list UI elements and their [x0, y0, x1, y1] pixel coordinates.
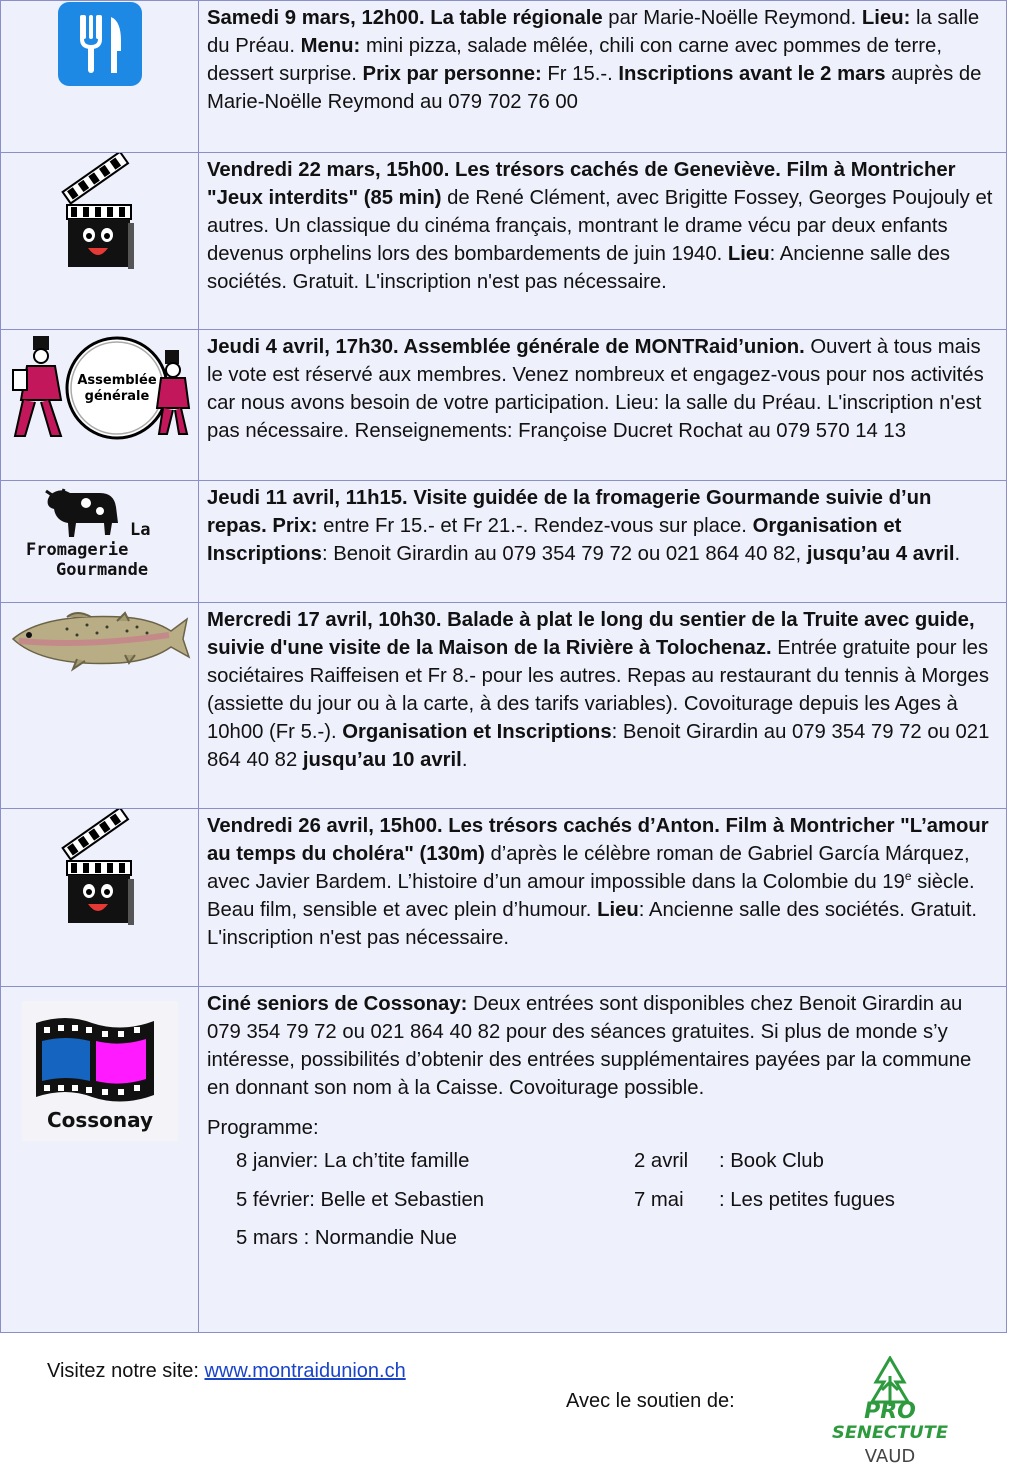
- bold-text: Menu:: [300, 35, 361, 57]
- text-segment: de René Clément, avec Brigitte Fossey, Georges Poujouly et autres. Un classique du cinéma français, montrant le drame vécu par deux enfants devenus orphelins lors des bombardements de juin 1940.: [207, 187, 993, 265]
- bold-text: Inscriptions avant le 2 mars: [618, 63, 886, 85]
- programme-date: 2 avril: [634, 1150, 689, 1172]
- fromagerie-cow-logo: [20, 481, 180, 581]
- text-segment: par Marie-Noëlle Reymond.: [602, 7, 862, 29]
- event-description: [199, 481, 1007, 603]
- bold-text: Samedi 9 mars, 12h00. La table régionale: [207, 7, 603, 29]
- pro-text: PRO: [864, 1399, 916, 1424]
- text-segment: Ouvert à tous mais le vote est réservé aux membres. Venez nombreux et engagez-vous pour nos activités car nous avons besoin de votre participation. Lieu: la salle du Préau. L'inscription n'est pas nécessaire. Renseignements: Françoise Ducret Rochat au 079 570 14 13: [207, 336, 984, 442]
- assemblee-generale-illustration: [5, 330, 195, 448]
- text-segment: : Ancienne salle des sociétés. Gratuit. L'inscription n'est pas nécessaire.: [207, 243, 950, 293]
- assemblee-label-line2: générale: [84, 389, 149, 404]
- bold-text: Vendredi 26 avril, 15h00. Les trésors cachés d’Anton. Film à Montricher "L’amour au temps du choléra" (130m): [207, 815, 989, 865]
- bold-text: Vendredi 22 mars, 15h00. Les trésors cachés de Geneviève. Film à Montricher "Jeux interdits" (85 min): [207, 159, 956, 209]
- fromagerie-gourmande: Gourmande: [55, 560, 148, 580]
- programme-title: : Les petites fugues: [719, 1188, 895, 1211]
- event-icon-cell: [1, 330, 199, 481]
- programme-film: 5 mars : Normandie Nue: [236, 1227, 457, 1249]
- event-description: [199, 809, 1007, 987]
- cossonay-label: Cossonay: [46, 1108, 153, 1132]
- film-clapper-icon: [60, 153, 140, 271]
- text-segment: : Benoit Girardin au 079 354 79 72 ou 021 864 40 82: [207, 721, 990, 771]
- bold-text: Mercredi 17 avril, 10h30. Balade à plat le long du sentier de la Truite avec guide, suivie d'une visite de la Maison de la Rivière à Tolochenaz.: [207, 609, 975, 659]
- assemblee-label-line1: Assemblée: [76, 373, 157, 388]
- event-icon-cell: [1, 1, 199, 153]
- event-description: [199, 330, 1007, 481]
- fromagerie-la: La: [129, 520, 150, 540]
- event-row: [1, 987, 1007, 1333]
- fromagerie-name: Fromagerie: [25, 540, 128, 560]
- event-description: [199, 987, 1007, 1333]
- event-row: [1, 809, 1007, 987]
- bold-text: Organisation et Inscriptions: [207, 515, 902, 565]
- event-description: [199, 153, 1007, 330]
- text-segment: : Benoit Girardin au 079 354 79 72 ou 021 864 40 82,: [321, 543, 807, 565]
- programme-film: 5 février: Belle et Sebastien: [236, 1188, 485, 1211]
- bold-text: Jeudi 4 avril, 17h30. Assemblée générale de MONTRaid’union.: [207, 336, 805, 358]
- vaud-text: VAUD: [864, 1446, 916, 1467]
- programme-date: 7 mai: [634, 1188, 684, 1211]
- text-segment: Entrée gratuite pour les sociétaires Raiffeisen et Fr 8.- pour les autres. Repas au restaurant du tennis à Morges (assiette du jour ou à la carte, à des tarifs variables). Covoiturage depuis les Ages à 10h00 (Fr 5.-).: [207, 637, 989, 743]
- event-row: [1, 481, 1007, 603]
- bold-text: Ciné seniors de Cossonay:: [207, 993, 468, 1015]
- cine-seniors-text: [207, 990, 996, 1102]
- text-segment: e: [904, 869, 912, 884]
- event-row: [1, 330, 1007, 481]
- event-row: [1, 1, 1007, 153]
- site-visit-text: [47, 1360, 406, 1383]
- event-icon-cell: [1, 603, 199, 809]
- bold-text: Lieu:: [861, 7, 911, 29]
- event-description: [199, 603, 1007, 809]
- event-row: [1, 153, 1007, 330]
- bold-text: Lieu: [597, 899, 639, 921]
- text-segment: mini pizza, salade mêlée, chili con carne avec pommes de terre, dessert surprise.: [207, 35, 942, 85]
- trout-fish-illustration: [7, 603, 193, 673]
- programme-film: 8 janvier: La ch’tite famille: [236, 1150, 470, 1172]
- pro-senectute-logo: [828, 1356, 952, 1468]
- event-row: [1, 603, 1007, 809]
- bold-text: Organisation et Inscriptions: [342, 721, 612, 743]
- text-segment: Deux entrées sont disponibles chez Benoit Girardin au 079 354 79 72 ou 021 864 40 82 pour des séances gratuites. Si plus de monde s’y intéresse, possibilités d’obtenir des entrées supplémentaires payées par la commune en donnant son nom à la Caisse. Covoiturage possible.: [207, 993, 972, 1099]
- text-segment: Fr 15.-.: [541, 63, 619, 85]
- senectute-text: SENECTUTE: [832, 1423, 949, 1443]
- visit-label: Visitez notre site:: [47, 1360, 205, 1382]
- text-segment: .: [954, 543, 961, 565]
- cossonay-film-logo: [22, 1001, 178, 1141]
- bold-text: Prix par personne:: [362, 63, 542, 85]
- text-segment: siècle. Beau film, sensible et avec plein d’humour.: [207, 871, 975, 921]
- text-segment: auprès de Marie-Noëlle Reymond au 079 702 76 00: [207, 63, 982, 113]
- bold-text: Jeudi 11 avril, 11h15. Visite guidée de la fromagerie Gourmande suivie d’un repas. Prix:: [207, 487, 932, 537]
- text-segment: .: [461, 749, 468, 771]
- programme-list: [236, 1142, 996, 1258]
- text-segment: d’après le célèbre roman de Gabriel García Márquez, avec Javier Bardem. L’histoire d’un amour impossible dans la Colombie du 19: [207, 843, 970, 893]
- fork-knife-icon: [57, 1, 143, 87]
- text-segment: entre Fr 15.- et Fr 21.-. Rendez-vous sur place.: [317, 515, 753, 537]
- event-icon-cell: [1, 809, 199, 987]
- event-icon-cell: [1, 987, 199, 1333]
- programme-label: Programme:: [207, 1117, 319, 1139]
- film-clapper-icon: [60, 809, 140, 927]
- programme-date: [634, 1219, 719, 1258]
- bold-text: Lieu: [727, 243, 770, 265]
- event-description: [199, 1, 1007, 153]
- text-segment: : Ancienne salle des sociétés. Gratuit. L'inscription n'est pas nécessaire.: [207, 899, 977, 949]
- programme-title: : Book Club: [719, 1150, 824, 1172]
- bold-text: jusqu’au 4 avril: [806, 543, 955, 565]
- bold-text: jusqu’au 10 avril: [302, 749, 462, 771]
- support-label: Avec le soutien de:: [566, 1390, 735, 1412]
- text-segment: la salle du Préau.: [207, 7, 980, 57]
- event-icon-cell: [1, 481, 199, 603]
- website-link[interactable]: www.montraidunion.ch: [204, 1360, 406, 1382]
- event-icon-cell: [1, 153, 199, 330]
- programme-title: [719, 1219, 919, 1258]
